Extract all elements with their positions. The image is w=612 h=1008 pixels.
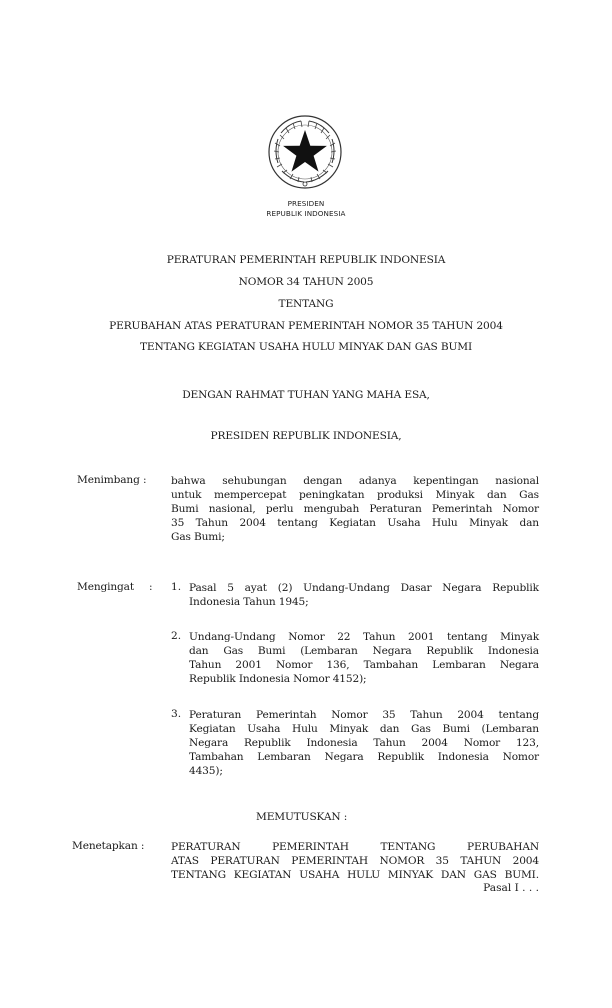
title-tentang: TENTANG — [278, 298, 334, 310]
word: Usaha — [247, 723, 281, 735]
text-line — [171, 474, 539, 488]
letterhead-line-1: PRESIDEN — [287, 199, 325, 208]
title-line-1: PERATURAN PEMERINTAH REPUBLIK INDONESIA — [166, 254, 446, 266]
word: nasional — [495, 475, 539, 487]
president-line: PRESIDEN REPUBLIK INDONESIA, — [210, 430, 402, 442]
mengingat-item-1 — [189, 581, 539, 609]
word: Indonesia — [487, 645, 539, 657]
mengingat-label: Mengingat — [77, 581, 134, 593]
word: Gas — [519, 489, 539, 501]
word: Indonesia — [437, 751, 489, 763]
mengingat-item-2-number: 2. — [171, 630, 182, 642]
word: MINYAK — [387, 869, 434, 881]
word: GAS — [473, 869, 497, 881]
word: 2004 — [512, 855, 539, 867]
word: TAHUN — [460, 855, 502, 867]
word: Tambahan — [363, 659, 419, 671]
word: BUMI. — [504, 869, 539, 881]
word: Nomor — [331, 709, 368, 721]
text-line — [189, 644, 539, 658]
menetapkan-text — [171, 840, 539, 882]
word: 2001 — [235, 659, 262, 671]
word: dan — [519, 517, 539, 529]
text-line — [189, 736, 539, 750]
word: Kegiatan — [329, 517, 376, 529]
word: perlu — [265, 503, 294, 515]
word: Indonesia Tahun 1945; — [189, 596, 309, 608]
word: Nomor — [502, 751, 539, 763]
word: Bumi — [257, 645, 286, 657]
letterhead-line-2: REPUBLIK INDONESIA — [266, 209, 346, 218]
text-line — [189, 708, 539, 722]
word: 2004 — [457, 709, 484, 721]
menimbang-text — [171, 474, 539, 544]
word: tentang — [498, 709, 539, 721]
word: adanya — [358, 475, 397, 487]
mengingat-item-2 — [189, 630, 539, 686]
word: kepentingan — [413, 475, 479, 487]
word: Undang-Undang — [189, 631, 276, 643]
word: tentang — [446, 631, 488, 643]
word: Republik — [426, 645, 474, 657]
word: Dasar — [400, 582, 432, 594]
word: bahwa — [171, 475, 206, 487]
word: peningkatan — [299, 489, 365, 501]
word: 5 — [227, 582, 234, 594]
word: Republik — [492, 582, 539, 594]
text-line — [189, 581, 539, 595]
word: Peraturan — [189, 709, 242, 721]
word: Republik Indonesia Nomor 4152); — [189, 673, 367, 685]
word: Tahun — [373, 737, 406, 749]
word: (Lembaran — [300, 645, 358, 657]
text-line — [171, 868, 539, 882]
text-line — [189, 595, 539, 609]
title-subject-1: PERUBAHAN ATAS PERATURAN PEMERINTAH NOMOR 35 TAHUN 2004 — [109, 320, 503, 332]
menimbang-label: Menimbang : — [77, 474, 147, 486]
word: Nomor — [288, 631, 325, 643]
word: Pemerintah — [431, 503, 493, 515]
word: Republik — [377, 751, 424, 763]
text-line — [171, 854, 539, 868]
word: Nomor — [463, 737, 501, 749]
menetapkan-label: Menetapkan : — [72, 840, 145, 852]
word: Bumi — [442, 723, 470, 735]
word: ayat — [244, 582, 267, 594]
text-line — [189, 764, 539, 778]
word: Usaha — [387, 517, 421, 529]
word: Kegiatan — [189, 723, 236, 735]
word: Lembaran — [432, 659, 486, 671]
word: Pemerintah — [256, 709, 317, 721]
word: sehubungan — [222, 475, 287, 487]
word: 35 — [382, 709, 396, 721]
word: Minyak — [469, 517, 508, 529]
word: mempercepat — [214, 489, 287, 501]
word: nasional, — [208, 503, 256, 515]
word: PEMERINTAH — [291, 855, 369, 867]
word: Indonesia — [306, 737, 358, 749]
word: DAN — [440, 869, 466, 881]
word: 35 — [435, 855, 449, 867]
word: Gas — [223, 645, 244, 657]
word: 35 — [171, 517, 185, 529]
word: Tahun — [195, 517, 228, 529]
mengingat-colon: : — [149, 581, 153, 593]
word: tentang — [277, 517, 318, 529]
text-line — [171, 488, 539, 502]
word: (2) — [277, 582, 293, 594]
word: HULU — [347, 869, 381, 881]
word: TENTANG — [171, 869, 226, 881]
word: Lembaran — [257, 751, 311, 763]
word: PERATURAN — [171, 841, 241, 853]
word: mengubah — [303, 503, 360, 515]
word: 2004 — [421, 737, 448, 749]
word: 22 — [337, 631, 351, 643]
memutuskan-heading: MEMUTUSKAN : — [256, 811, 348, 823]
word: Gas — [411, 723, 431, 735]
word: Republik — [243, 737, 291, 749]
blessing-line: DENGAN RAHMAT TUHAN YANG MAHA ESA, — [182, 389, 430, 401]
word: Negara — [499, 659, 539, 671]
presidential-seal-icon — [266, 113, 344, 191]
word: Pasal — [189, 582, 217, 594]
word: Minyak — [435, 489, 475, 501]
word: dan — [379, 723, 400, 735]
word: Negara — [324, 751, 364, 763]
word: KEGIATAN — [233, 869, 292, 881]
word: Negara — [372, 645, 412, 657]
word: 4435); — [189, 765, 223, 777]
word: untuk — [171, 489, 202, 501]
word: dengan — [303, 475, 343, 487]
word: PERUBAHAN — [466, 841, 539, 853]
word: 2004 — [239, 517, 266, 529]
text-line — [189, 722, 539, 736]
word: ATAS — [171, 855, 199, 867]
word: Hulu — [431, 517, 458, 529]
word: Hulu — [291, 723, 318, 735]
word: produksi — [377, 489, 423, 501]
word: Tahun — [363, 631, 396, 643]
word: 123, — [515, 737, 539, 749]
word: Peraturan — [369, 503, 422, 515]
word: (Lembaran — [481, 723, 539, 735]
word: PERATURAN — [210, 855, 280, 867]
word: USAHA — [299, 869, 340, 881]
word: Minyak — [500, 631, 539, 643]
text-line — [171, 840, 539, 854]
word: 2001 — [407, 631, 435, 643]
continuation-marker: Pasal I . . . — [483, 882, 539, 894]
text-line — [171, 502, 539, 516]
word: Negara — [442, 582, 482, 594]
word: Bumi — [171, 503, 199, 515]
mengingat-item-1-number: 1. — [171, 581, 182, 593]
word: Minyak — [329, 723, 369, 735]
text-line — [171, 530, 539, 544]
mengingat-item-3-number: 3. — [171, 708, 182, 720]
word: Nomor — [275, 659, 313, 671]
text-line — [189, 750, 539, 764]
title-subject-2: TENTANG KEGIATAN USAHA HULU MINYAK DAN GAS BUMI — [139, 341, 473, 353]
word: Undang-Undang — [303, 582, 390, 594]
word: Tambahan — [189, 751, 244, 763]
text-line — [171, 516, 539, 530]
word: Gas Bumi; — [171, 531, 225, 543]
word: TENTANG — [380, 841, 436, 853]
word: Tahun — [410, 709, 443, 721]
word: Negara — [189, 737, 229, 749]
text-line — [189, 630, 539, 644]
title-number: NOMOR 34 TAHUN 2005 — [238, 276, 374, 288]
word: NOMOR — [379, 855, 425, 867]
word: dan — [487, 489, 507, 501]
text-line — [189, 658, 539, 672]
word: 136, — [326, 659, 350, 671]
word: Tahun — [189, 659, 222, 671]
text-line — [189, 672, 539, 686]
word: PEMERINTAH — [272, 841, 349, 853]
mengingat-item-3 — [189, 708, 539, 778]
word: dan — [189, 645, 209, 657]
word: Nomor — [502, 503, 539, 515]
